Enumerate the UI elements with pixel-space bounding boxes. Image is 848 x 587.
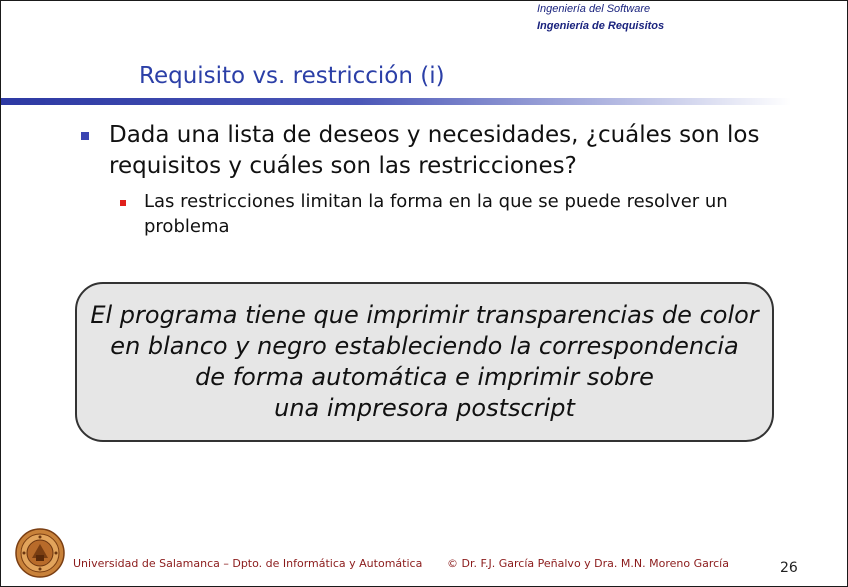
example-quote-text — [80, 300, 770, 424]
example-quote-box — [75, 282, 774, 442]
bullet-text: Dada una lista de deseos y necesidades, ¿cuáles son los requisitos y cuáles son las restricciones? — [109, 122, 760, 179]
title-underline — [1, 98, 791, 105]
sub-bullet-text: Las restricciones limitan la forma en la que se puede resolver un problema — [144, 191, 728, 237]
quote-line-1: El programa tiene que imprimir transparencias de color — [90, 301, 759, 329]
quote-line-4: una impresora postscript — [274, 394, 575, 422]
university-seal-icon — [15, 528, 65, 578]
bullet-square-icon — [81, 132, 89, 140]
quote-line-2: en blanco y negro estableciendo la correspondencia — [110, 332, 739, 360]
header-topic: Ingeniería de Requisitos — [537, 20, 665, 32]
footer-institution: Universidad de Salamanca – Dpto. de Informática y Automática — [73, 557, 423, 570]
sub-bullet-square-icon — [120, 200, 126, 206]
footer-copyright: © Dr. F.J. García Peñalvo y Dra. M.N. Moreno García — [447, 557, 729, 570]
quote-line-3: de forma automática e imprimir sobre — [195, 363, 654, 391]
page-number: 26 — [780, 560, 798, 576]
header-course: Ingeniería del Software — [537, 3, 651, 15]
slide-title: Requisito vs. restricción (i) — [139, 63, 445, 89]
